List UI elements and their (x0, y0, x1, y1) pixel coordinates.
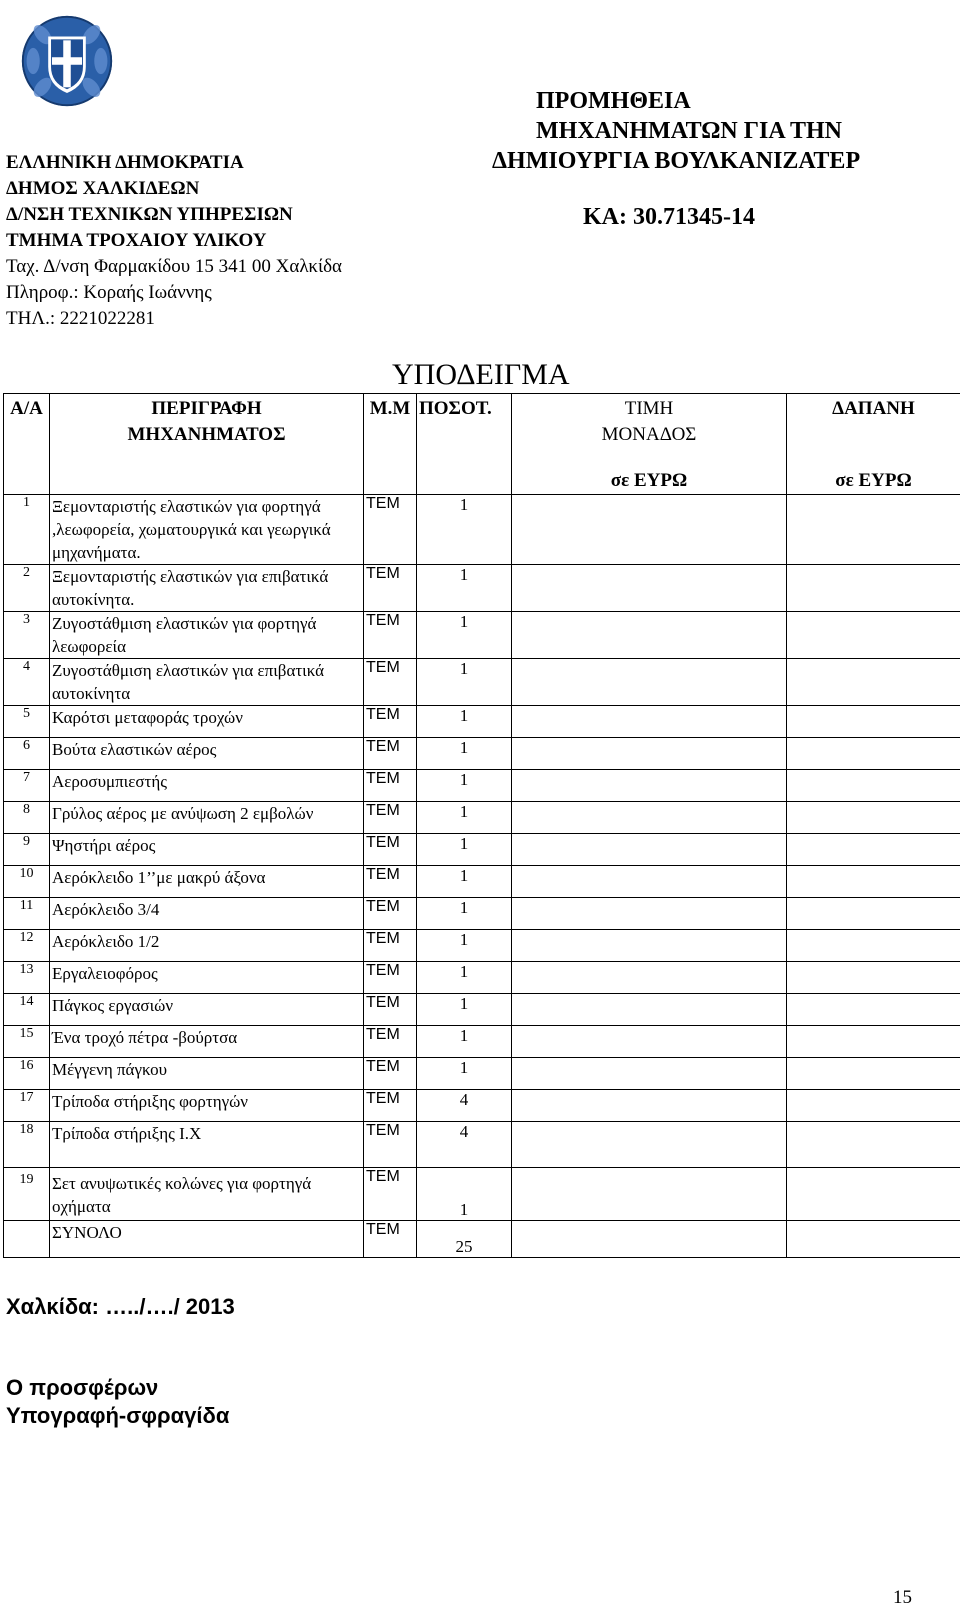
row-unit-price (512, 738, 787, 770)
header-line: Πληροφ.: Κοραής Ιωάννης (6, 282, 212, 303)
row-unit-price (512, 930, 787, 962)
row-number: 3 (4, 612, 50, 659)
row-cost (787, 834, 960, 866)
header-description (50, 394, 364, 495)
row-unit: ΤΕΜ (364, 1026, 417, 1058)
row-description: Πάγκος εργασιών (50, 994, 364, 1026)
row-unit-price (512, 898, 787, 930)
table-row (4, 898, 960, 930)
row-quantity: 4 (417, 1122, 512, 1168)
row-quantity: 4 (417, 1090, 512, 1122)
budget-code: ΚΑ: 30.71345-14 (583, 204, 755, 230)
row-unit-price (512, 1168, 787, 1221)
header-price-line: ΤΙΜΗ (624, 398, 674, 419)
total-label: ΣΥΝΟΛΟ (50, 1221, 364, 1258)
signature-label: Υπογραφή-σφραγίδα (6, 1403, 230, 1428)
items-table (3, 393, 960, 1258)
table-row (4, 659, 960, 706)
table-row (4, 866, 960, 898)
row-number: 4 (4, 659, 50, 706)
row-unit-price (512, 866, 787, 898)
header-cost-line: ΔΑΠΑΝΗ (832, 398, 915, 419)
row-number: 16 (4, 1058, 50, 1090)
row-unit-price (512, 1058, 787, 1090)
cost-unit: σε ΕΥΡΩ (835, 470, 912, 491)
row-cost (787, 1090, 960, 1122)
table-row (4, 1026, 960, 1058)
row-cost (787, 738, 960, 770)
row-unit-price (512, 612, 787, 659)
header-right (492, 86, 861, 176)
row-number: 12 (4, 930, 50, 962)
row-quantity: 1 (417, 612, 512, 659)
row-unit-price (512, 706, 787, 738)
row-cost (787, 1058, 960, 1090)
row-description: Ζυγοστάθμιση ελαστικών για φορτηγά λεωφορεία (50, 612, 364, 659)
row-unit: ΤΕΜ (364, 612, 417, 659)
row-unit-price (512, 962, 787, 994)
row-cost (787, 962, 960, 994)
row-quantity: 1 (417, 802, 512, 834)
row-cost (787, 1168, 960, 1221)
total-cost (787, 1221, 960, 1258)
table-row (4, 1058, 960, 1090)
table-row (4, 962, 960, 994)
row-unit: ΤΕΜ (364, 898, 417, 930)
row-cost (787, 659, 960, 706)
row-quantity: 1 (417, 930, 512, 962)
row-number: 19 (4, 1168, 50, 1221)
row-unit: ΤΕΜ (364, 962, 417, 994)
table-row (4, 565, 960, 612)
header-line: ΤΗΛ.: 2221022281 (6, 308, 155, 329)
header-line: ΔΗΜΟΣ ΧΑΛΚΙΔΕΩΝ (6, 178, 200, 199)
table-row (4, 495, 960, 565)
row-quantity: 1 (417, 495, 512, 565)
row-quantity: 1 (417, 1058, 512, 1090)
row-number: 6 (4, 738, 50, 770)
row-cost (787, 1122, 960, 1168)
row-unit: ΤΕΜ (364, 1122, 417, 1168)
row-number: 8 (4, 802, 50, 834)
row-unit-price (512, 770, 787, 802)
row-cost (787, 706, 960, 738)
row-description: Καρότσι μεταφοράς τροχών (50, 706, 364, 738)
row-cost (787, 930, 960, 962)
row-unit-price (512, 565, 787, 612)
row-cost (787, 802, 960, 834)
row-unit: ΤΕΜ (364, 770, 417, 802)
offerer-label: Ο προσφέρων (6, 1375, 159, 1400)
sample-title: ΥΠΟΔΕΙΓΜΑ (392, 358, 570, 391)
row-unit: ΤΕΜ (364, 802, 417, 834)
row-quantity: 1 (417, 866, 512, 898)
header-description-line: ΠΕΡΙΓΡΑΦΗ (151, 398, 262, 419)
header-unit-price (512, 394, 787, 495)
header-line: Ταχ. Δ/νση Φαρμακίδου 15 341 00 Χαλκίδα (6, 256, 342, 277)
table-row (4, 834, 960, 866)
header-description-line: ΜΗΧΑΝΗΜΑΤΟΣ (127, 424, 286, 445)
row-quantity: 1 (417, 994, 512, 1026)
row-number: 5 (4, 706, 50, 738)
row-unit: ΤΕΜ (364, 1058, 417, 1090)
row-description: Αεροσυμπιεστής (50, 770, 364, 802)
row-description: Αερόκλειδο 1’’με μακρύ άξονα (50, 866, 364, 898)
header-line: Δ/ΝΣΗ ΤΕΧΝΙΚΩΝ ΥΠΗΡΕΣΙΩΝ (6, 204, 293, 225)
row-number: 14 (4, 994, 50, 1026)
total-quantity: 25 (417, 1221, 512, 1258)
row-unit: ΤΕΜ (364, 565, 417, 612)
table-row (4, 930, 960, 962)
row-quantity: 1 (417, 706, 512, 738)
table-row (4, 1122, 960, 1168)
row-quantity: 1 (417, 1026, 512, 1058)
row-cost (787, 612, 960, 659)
row-number: 15 (4, 1026, 50, 1058)
row-unit-price (512, 994, 787, 1026)
row-unit-price (512, 802, 787, 834)
row-number: 9 (4, 834, 50, 866)
row-description: Βούτα ελαστικών αέρος (50, 738, 364, 770)
header-line: ΤΜΗΜΑ ΤΡΟΧΑΙΟΥ ΥΛΙΚΟΥ (6, 230, 267, 251)
place-date: Χαλκίδα: …../…./ 2013 (6, 1294, 235, 1319)
row-number: 10 (4, 866, 50, 898)
row-unit: ΤΕΜ (364, 495, 417, 565)
header-aa-label: Α/Α (10, 398, 43, 419)
table-row (4, 994, 960, 1026)
row-unit-price (512, 834, 787, 866)
header-cost (787, 394, 960, 495)
row-unit-price (512, 1122, 787, 1168)
row-cost (787, 898, 960, 930)
header-aa (4, 394, 50, 495)
row-unit-price (512, 1090, 787, 1122)
total-unit-price (512, 1221, 787, 1258)
row-number: 13 (4, 962, 50, 994)
header-row (4, 394, 960, 495)
row-unit: ΤΕΜ (364, 866, 417, 898)
row-description: Γρύλος αέρος με ανύψωση 2 εμβολών (50, 802, 364, 834)
row-description: Αερόκλειδο 1/2 (50, 930, 364, 962)
row-unit: ΤΕΜ (364, 930, 417, 962)
row-unit: ΤΕΜ (364, 1090, 417, 1122)
row-cost (787, 495, 960, 565)
row-unit-price (512, 495, 787, 565)
row-description: Ξεμονταριστής ελαστικών για επιβατικά αυτοκίνητα. (50, 565, 364, 612)
row-number: 2 (4, 565, 50, 612)
row-quantity: 1 (417, 565, 512, 612)
row-unit: ΤΕΜ (364, 659, 417, 706)
row-unit: ΤΕΜ (364, 994, 417, 1026)
row-number: 18 (4, 1122, 50, 1168)
header-mm-label: Μ.Μ (369, 398, 411, 419)
row-description: Μέγγενη πάγκου (50, 1058, 364, 1090)
row-unit-price (512, 659, 787, 706)
header-left (6, 150, 342, 332)
row-number: 1 (4, 495, 50, 565)
row-unit: ΤΕΜ (364, 1168, 417, 1221)
total-number-cell (4, 1221, 50, 1258)
row-quantity: 1 (417, 962, 512, 994)
row-quantity: 1 (417, 738, 512, 770)
header-line: ΕΛΛΗΝΙΚΗ ΔΗΜΟΚΡΑΤΙΑ (6, 152, 244, 173)
row-description: Αερόκλειδο 3/4 (50, 898, 364, 930)
project-title-line: ΠΡΟΜΗΘΕΙΑ (536, 88, 691, 114)
row-description: Ένα τροχό πέτρα -βούρτσα (50, 1026, 364, 1058)
price-unit: σε ΕΥΡΩ (610, 470, 688, 491)
header-qty-label: ΠΟΣΟΤ. (419, 398, 492, 419)
row-description: Ξεμονταριστής ελαστικών για φορτηγά ,λεωφορεία, χωματουργικά και γεωργικά μηχανήματα. (50, 495, 364, 565)
row-description: Τρίποδα στήριξης φορτηγών (50, 1090, 364, 1122)
row-quantity: 1 (417, 659, 512, 706)
table-row (4, 706, 960, 738)
row-cost (787, 866, 960, 898)
total-row (4, 1221, 960, 1258)
row-quantity: 1 (417, 1168, 512, 1221)
row-description: Τρίποδα στήριξης Ι.Χ (50, 1122, 364, 1168)
table-row (4, 612, 960, 659)
row-cost (787, 770, 960, 802)
row-cost (787, 994, 960, 1026)
row-cost (787, 1026, 960, 1058)
table-row (4, 1168, 960, 1221)
project-title-line: ΔΗΜΙΟΥΡΓΙΑ ΒΟΥΛΚΑΝΙΖΑΤΕΡ (492, 148, 861, 174)
signature-block (6, 1374, 229, 1430)
row-description: Ψηστήρι αέρος (50, 834, 364, 866)
table-row (4, 1090, 960, 1122)
row-unit: ΤΕΜ (364, 706, 417, 738)
row-unit-price (512, 1026, 787, 1058)
row-description: Εργαλειοφόρος (50, 962, 364, 994)
row-number: 11 (4, 898, 50, 930)
table-row (4, 738, 960, 770)
row-unit: ΤΕΜ (364, 738, 417, 770)
header-price-line: ΜΟΝΑΔΟΣ (601, 424, 697, 445)
header-qty (417, 394, 512, 495)
table-row (4, 802, 960, 834)
table-row (4, 770, 960, 802)
row-number: 17 (4, 1090, 50, 1122)
greek-coat-of-arms-emblem (20, 14, 114, 108)
header-mm (364, 394, 417, 495)
total-unit: ΤΕΜ (364, 1221, 417, 1258)
project-title-line: ΜΗΧΑΝΗΜΑΤΩΝ ΓΙΑ ΤΗΝ (536, 118, 842, 144)
row-quantity: 1 (417, 898, 512, 930)
page-number: 15 (893, 1587, 912, 1608)
row-quantity: 1 (417, 834, 512, 866)
row-number: 7 (4, 770, 50, 802)
row-quantity: 1 (417, 770, 512, 802)
row-cost (787, 565, 960, 612)
row-description: Σετ ανυψωτικές κολώνες για φορτηγά οχήματα (50, 1168, 364, 1221)
row-description: Ζυγοστάθμιση ελαστικών για επιβατικά αυτοκίνητα (50, 659, 364, 706)
row-unit: ΤΕΜ (364, 834, 417, 866)
